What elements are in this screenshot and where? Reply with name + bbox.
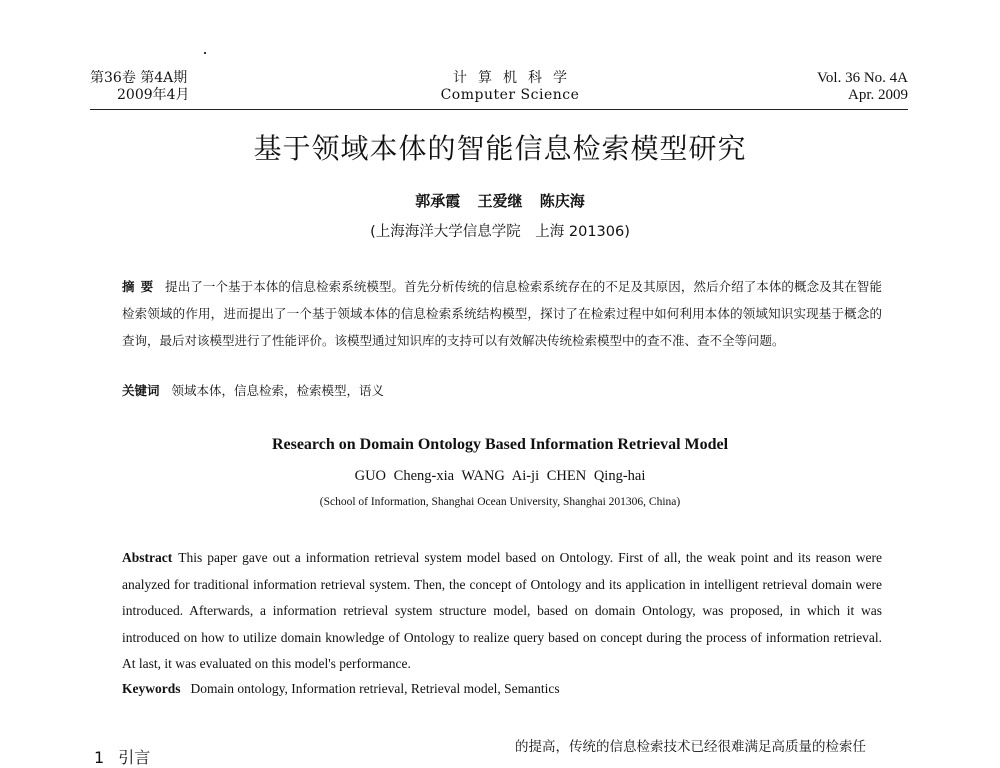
abstract-en [122, 545, 882, 678]
keywords-text-en: Domain ontology, Information retrieval, Retrieval model, Semantics [190, 681, 560, 696]
header-rule [90, 109, 908, 110]
keywords-label-cn: 关键词 [122, 383, 160, 398]
header-right [740, 70, 908, 104]
section-heading [94, 745, 150, 768]
authors-cn: 郭承霞 王爱继 陈庆海 [415, 192, 585, 210]
abstract-label-cn: 摘要 [122, 279, 160, 294]
journal-name-en: Computer Science [440, 87, 580, 103]
journal-name-cn: 计算机科学 [453, 70, 578, 86]
affiliation-cn: (上海海洋大学信息学院 上海 201306) [370, 224, 630, 240]
header-left [90, 70, 290, 104]
paper-title-en: Research on Domain Ontology Based Information Retrieval Model [271, 436, 729, 453]
affiliation-en: (School of Information, Shanghai Ocean University, Shanghai 201306, China) [319, 496, 681, 508]
abstract-cn [122, 273, 882, 354]
section-title: 引言 [118, 748, 151, 767]
volume-issue: 第36卷 第4A期 [90, 70, 188, 86]
date-cn: 2009年4月 [117, 87, 190, 103]
body-text-start: 的提高，传统的信息检索技术已经很难满足高质量的检索任 [515, 739, 866, 755]
scan-speck [204, 52, 206, 54]
section-number: 1 [94, 748, 105, 767]
abstract-label-en: Abstract [122, 550, 173, 565]
header-center [380, 70, 640, 104]
keywords-cn [122, 381, 882, 401]
keywords-en [122, 680, 882, 698]
authors-en: GUO Cheng-xia WANG Ai-ji CHEN Qing-hai [354, 468, 646, 484]
abstract-text-cn: 提出了一个基于本体的信息检索系统模型。首先分析传统的信息检索系统存在的不足及其原因，然后介绍了本体的概念及其在智能检索领域的作用，进而提出了一个基于领域本体的信息检索系统结构模型，探讨了在检索过程中如何利用本体的领域知识实现基于概念的查询，最后对该模型进行了性能评价。该模型通过知识库的支持可以有效解决传统检索模型中的查不准、查不全等问题。 [122, 279, 882, 348]
paper-title-cn: 基于领域本体的智能信息检索模型研究 [253, 132, 747, 165]
date-en: Apr. 2009 [848, 87, 908, 103]
keywords-text-cn: 领域本体，信息检索，检索模型，语义 [171, 383, 385, 398]
abstract-text-en: This paper gave out a information retrieval system model based on Ontology. First of all, the weak point and its reason were analyzed for traditional information retrieval system. Then, the concept of Ontology and its application in intelligent retrieval domain were introduced. Afterwards, a information retrieval system structure model, based on domain Ontology, was proposed, in which it was introduced on how to utilize domain knowledge of Ontology to realize query based on concept during the process of information retrieval. At last, it was evaluated on this model's performance. [122, 550, 882, 671]
keywords-label-en: Keywords [122, 681, 181, 696]
volume-en: Vol. 36 No. 4A [817, 70, 908, 86]
